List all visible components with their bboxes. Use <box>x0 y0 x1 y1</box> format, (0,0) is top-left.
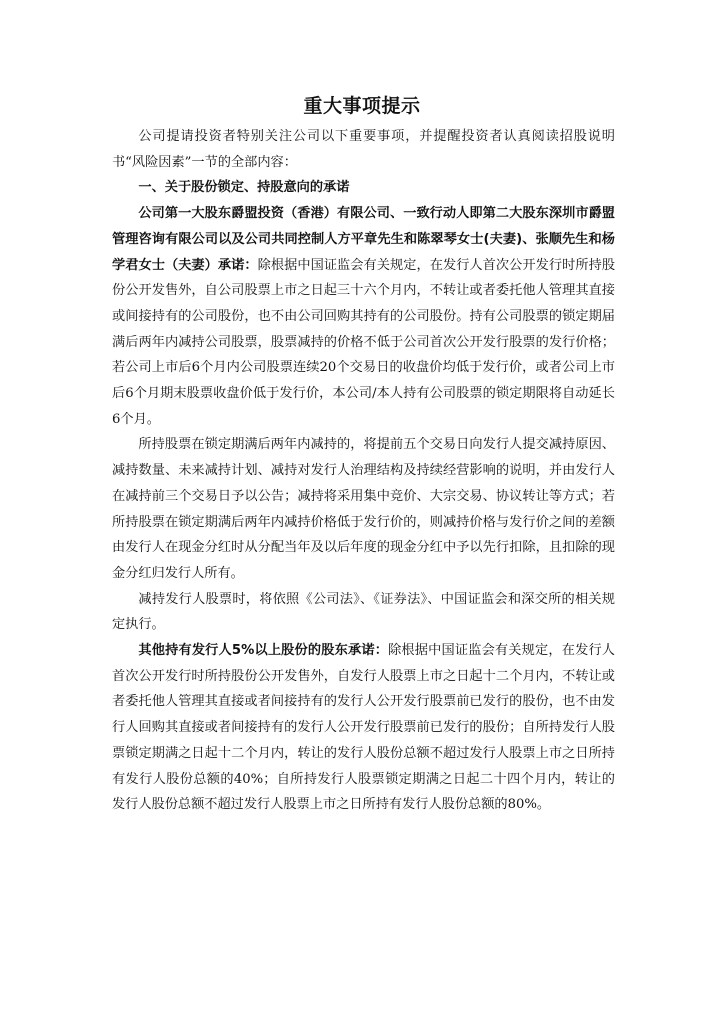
page-title: 重大事项提示 <box>303 95 421 117</box>
paragraph-4-text: 除根据中国证监会有关规定，在发行人首次公开发行时所持股份公开发售外，自发行人股票上市之日起十二个月内，不转让或者委托他人管理其直接或者间接持有的发行人公开发行股票前已发行的股份，也不由发行人回购其直接或者间接持有的发行人公开发行股票前已发行的股份；自所持发行人股票锁定期满之日起十二个月内，转让的发行人股份总额不超过发行人股票上市之日所持有发行人股份总额的40%；自所持发行人股票锁定期满之日起二十四个月内，转让的发行人股份总额不超过发行人股票上市之日所持有发行人股份总额的80%。 <box>112 643 615 813</box>
paragraph-2: 所持股票在锁定期满后两年内减持的，将提前五个交易日向发行人提交减持原因、减持数量、未来减持计划、减持对发行人治理结构及持续经营影响的说明，并由发行人在减持前三个交易日予以公告；减持将采用集中竞价、大宗交易、协议转让等方式；若所持股票在锁定期满后两年内减持价格低于发行价的，则减持价格与发行价之间的差额由发行人在现金分红时从分配当年及以后年度的现金分红中予以先行扣除，且扣除的现金分红归发行人所有。 <box>112 437 615 581</box>
section-heading: 一、关于股份锁定、持股意向的承诺 <box>138 180 350 196</box>
document-body <box>112 124 615 818</box>
paragraph-1-bold-lead: 公司第一大股东爵盟投资（香港）有限公司、一致行动人即第二大股东深圳市爵盟管理咨询有限公司以及公司共同控制人方平章先生和陈翠琴女士(夫妻)、张顺先生和杨学君女士（夫妻）承诺： <box>112 206 615 273</box>
paragraph-3: 减持发行人股票时，将依照《公司法》、《证券法》、中国证监会和深交所的相关规定执行。 <box>112 591 615 633</box>
paragraph-1 <box>112 201 615 432</box>
paragraph-4 <box>112 638 615 818</box>
paragraph-1-text: 除根据中国证监会有关规定，在发行人首次公开发行时所持股份公开发售外，自公司股票上市之日起三十六个月内，不转让或者委托他人管理其直接或间接持有的公司股份，也不由公司回购其持有的公司股份。持有公司股票的锁定期届满后两年内减持公司股票，股票减持的价格不低于公司首次公开发行股票的发行价格；若公司上市后6个月内公司股票连续20个交易日的收盘价均低于发行价，或者公司上市后6个月期末股票收盘价低于发行价，本公司/本人持有公司股票的锁定期限将自动延长6个月。 <box>112 257 616 427</box>
intro-paragraph: 公司提请投资者特别关注公司以下重要事项，并提醒投资者认真阅读招股说明书“风险因素”一节的全部内容： <box>112 129 615 170</box>
paragraph-4-bold-lead: 其他持有发行人5%以上股份的股东承诺： <box>138 643 389 659</box>
